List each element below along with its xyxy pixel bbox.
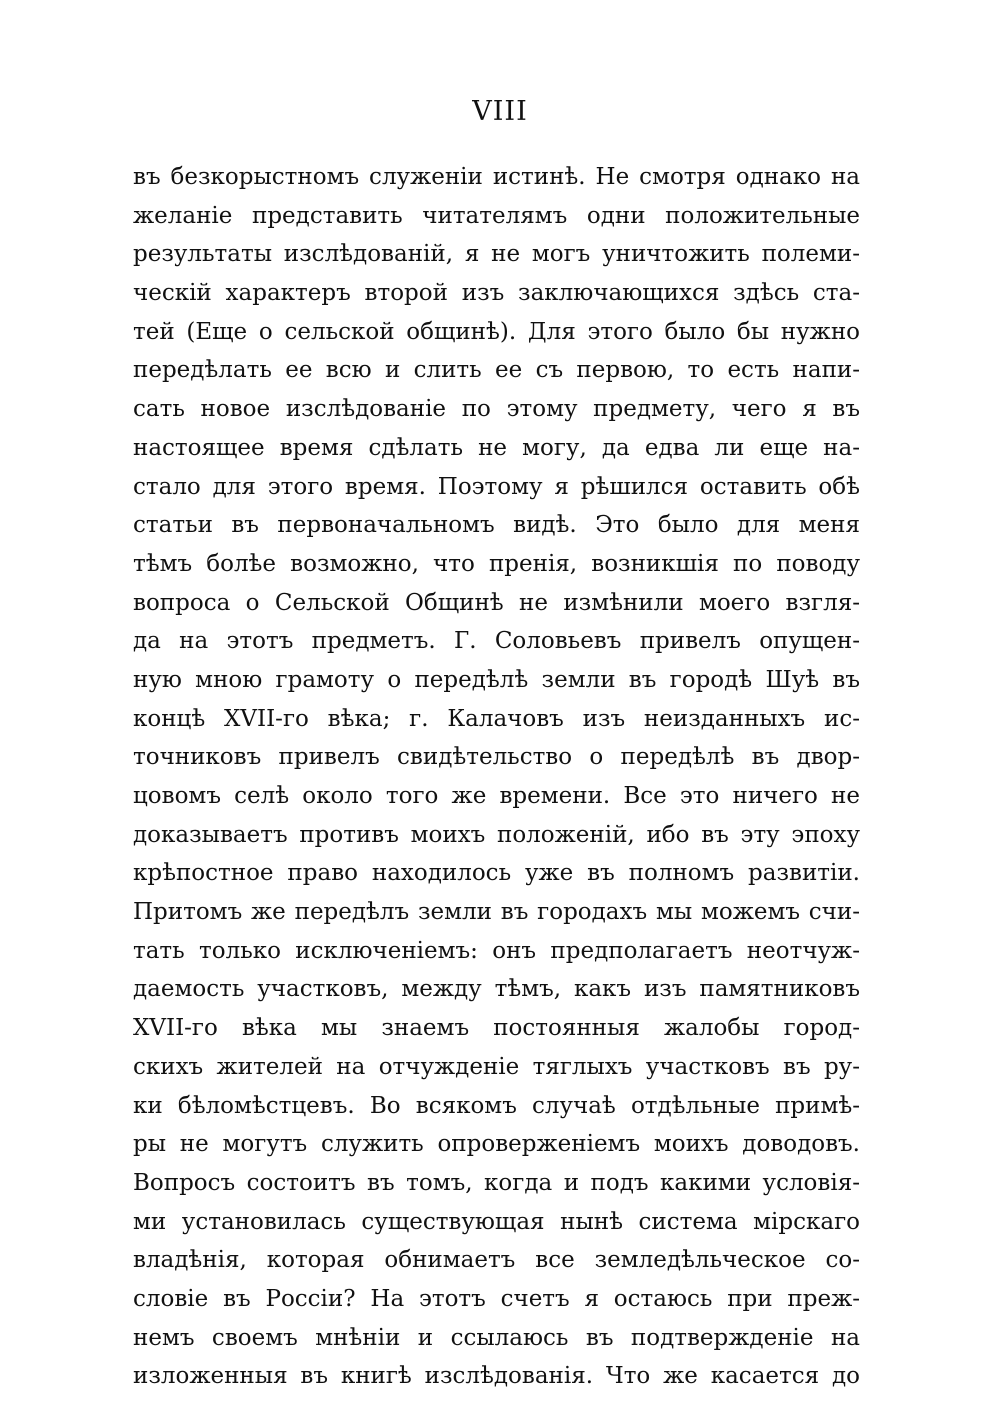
text-line: точниковъ привелъ свидѣтельство о передѣлѣ въ двор- <box>133 744 860 771</box>
text-line: изложенныя въ книгѣ изслѣдованія. Что же касается до <box>133 1363 860 1390</box>
text-line: тей (Еще о сельской общинѣ). Для этого было бы нужно <box>133 318 860 345</box>
body-text <box>133 158 860 1396</box>
text-line: немъ своемъ мнѣніи и ссылаюсь въ подтвержденіе на <box>133 1324 860 1351</box>
text-line: XVII-го вѣка мы знаемъ постоянныя жалобы город- <box>133 1015 860 1042</box>
text-line: цовомъ селѣ около того же времени. Все это ничего не <box>133 783 860 809</box>
text-line: крѣпостное право находилось уже въ полномъ развитіи. <box>133 860 860 887</box>
text-line: Вопросъ состоитъ въ томъ, когда и подъ какими условія- <box>133 1169 860 1196</box>
text-line: доказываетъ противъ моихъ положеній, ибо въ эту эпоху <box>133 821 860 848</box>
text-line: ческій характеръ второй изъ заключающихся здѣсь ста- <box>133 280 860 307</box>
text-line: стало для этого время. Поэтому я рѣшился оставить обѣ <box>133 473 860 500</box>
text-line: вопроса о Сельской Общинѣ не измѣнили моего взгля- <box>133 589 860 616</box>
text-line: результаты изслѣдованій, я не могъ уничтожить полеми- <box>133 241 860 268</box>
text-line: концѣ XVII-го вѣка; г. Калачовъ изъ неизданныхъ ис- <box>133 705 860 732</box>
text-line: сать новое изслѣдованіе по этому предмету, чего я въ <box>133 396 860 423</box>
text-line: тать только исключеніемъ: онъ предполагаетъ неотчуж- <box>133 937 860 964</box>
text-line: настоящее время сдѣлать не могу, да едва ли еще на- <box>133 434 860 461</box>
text-line: Притомъ же передѣлъ земли въ городахъ мы можемъ счи- <box>133 899 860 926</box>
text-line: да на этотъ предметъ. Г. Соловьевъ привелъ опущен- <box>133 628 860 655</box>
page-number: VIII <box>472 96 528 127</box>
text-line: даемость участковъ, между тѣмъ, какъ изъ памятниковъ <box>133 976 860 1003</box>
text-line: скихъ жителей на отчужденіе тяглыхъ участковъ въ ру- <box>133 1053 860 1080</box>
text-line: тѣмъ болѣе возможно, что пренія, возникшія по поводу <box>133 550 860 577</box>
text-line: ми установилась существующая нынѣ система мірскаго <box>133 1208 860 1235</box>
text-line: словіе въ Россіи? На этотъ счетъ я остаюсь при преж- <box>133 1285 860 1312</box>
text-line: ры не могутъ служить опроверженіемъ моихъ доводовъ. <box>133 1131 860 1158</box>
text-line: въ безкорыстномъ служеніи истинѣ. Не смотря однако на <box>133 164 860 190</box>
text-line: ки бѣломѣстцевъ. Во всякомъ случаѣ отдѣльные примѣ- <box>133 1092 860 1119</box>
text-line: передѣлать ее всю и слить ее съ первою, то есть напи- <box>133 357 860 384</box>
text-line: статьи въ первоначальномъ видѣ. Это было для меня <box>133 512 860 539</box>
text-line: желаніе представить читателямъ одни положительные <box>133 202 860 229</box>
text-line: ную мною грамоту о передѣлѣ земли въ городѣ Шуѣ въ <box>133 666 860 693</box>
text-line: владѣнія, которая обнимаетъ все земледѣльческое со- <box>133 1247 860 1274</box>
